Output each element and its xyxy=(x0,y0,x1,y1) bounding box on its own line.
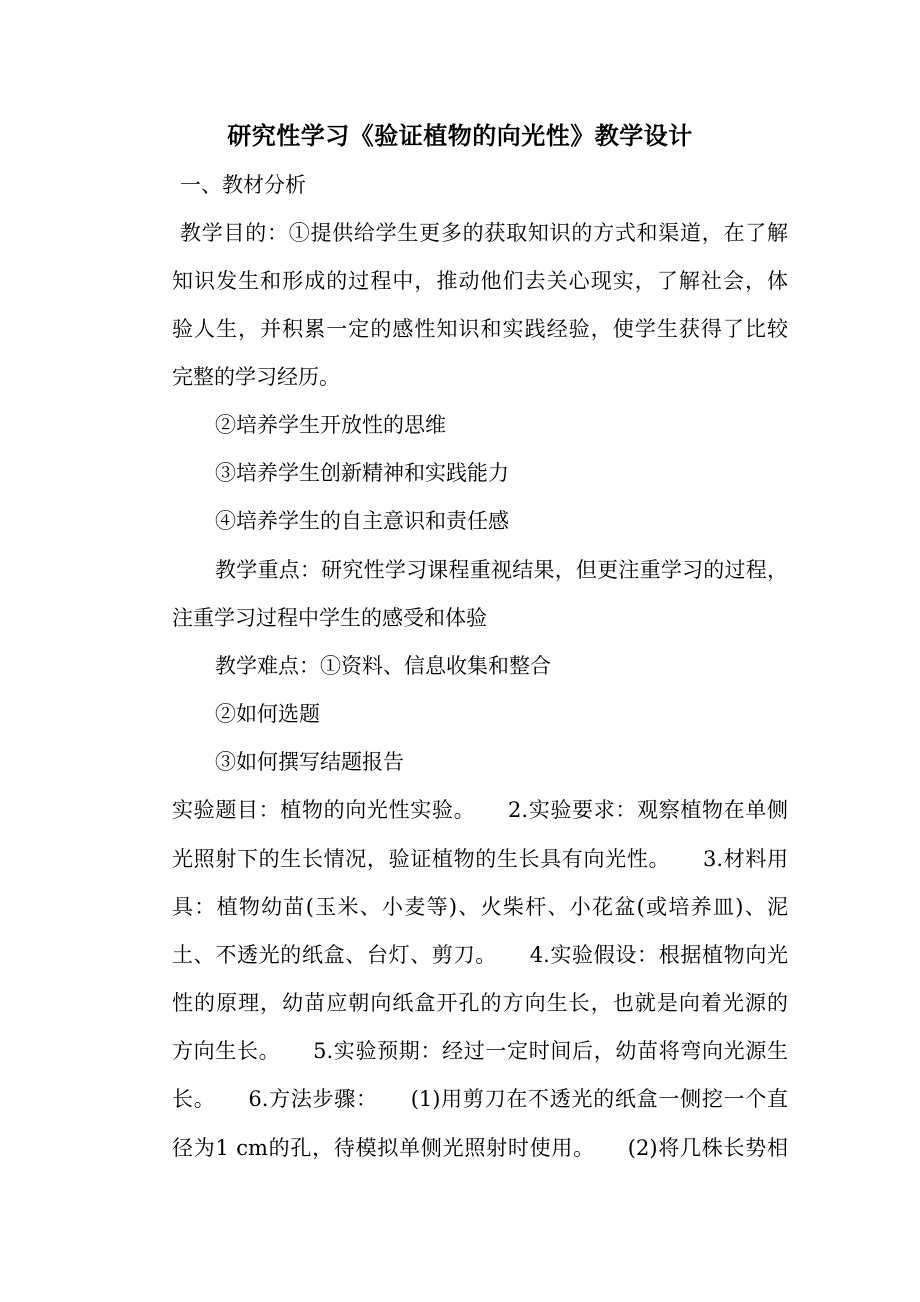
difficulties-line-1: 教学难点：①资料、信息收集和整合 xyxy=(215,654,551,678)
goals-item-4: ④培养学生的自主意识和责任感 xyxy=(215,509,509,533)
experiment-line-8: 径为1 cm的孔，待模拟单侧光照射时使用。 (2)将几株长势相 xyxy=(172,1136,788,1160)
goals-item-3: ③培养学生创新精神和实践能力 xyxy=(215,461,509,485)
key-points-line-1: 教学重点：研究性学习课程重视结果，但更注重学习的过程， xyxy=(215,558,788,582)
goals-item-2: ②培养学生开放性的思维 xyxy=(215,413,446,437)
experiment-line-1: 实验题目：植物的向光性实验。 2.实验要求：观察植物在单侧 xyxy=(172,798,788,822)
experiment-line-3: 具：植物幼苗(玉米、小麦等)、火柴杆、小花盆(或培养皿)、泥 xyxy=(172,895,788,919)
difficulties-item-2: ②如何选题 xyxy=(215,702,320,726)
goals-line-4: 完整的学习经历。 xyxy=(172,365,340,389)
experiment-line-6: 方向生长。 5.实验预期：经过一定时间后，幼苗将弯向光源生 xyxy=(172,1039,788,1063)
experiment-line-4: 土、不透光的纸盒、台灯、剪刀。 4.实验假设：根据植物向光 xyxy=(172,943,788,967)
key-points-line-2: 注重学习过程中学生的感受和体验 xyxy=(172,606,487,630)
goals-line-2: 知识发生和形成的过程中，推动他们去关心现实，了解社会，体 xyxy=(172,269,788,293)
experiment-line-2: 光照射下的生长情况，验证植物的生长具有向光性。 3.材料用 xyxy=(172,847,788,871)
goals-line-1: 教学目的：①提供给学生更多的获取知识的方式和渠道，在了解 xyxy=(180,221,788,245)
goals-line-3: 验人生，并积累一定的感性知识和实践经验，使学生获得了比较 xyxy=(172,317,788,341)
document-title: 研究性学习《验证植物的向光性》教学设计 xyxy=(227,121,693,150)
difficulties-item-3: ③如何撰写结题报告 xyxy=(215,750,404,774)
section-heading-analysis: 一、教材分析 xyxy=(180,173,306,197)
experiment-line-7: 长。 6.方法步骤： (1)用剪刀在不透光的纸盒一侧挖一个直 xyxy=(172,1087,788,1111)
experiment-line-5: 性的原理，幼苗应朝向纸盒开孔的方向生长，也就是向着光源的 xyxy=(172,991,788,1015)
